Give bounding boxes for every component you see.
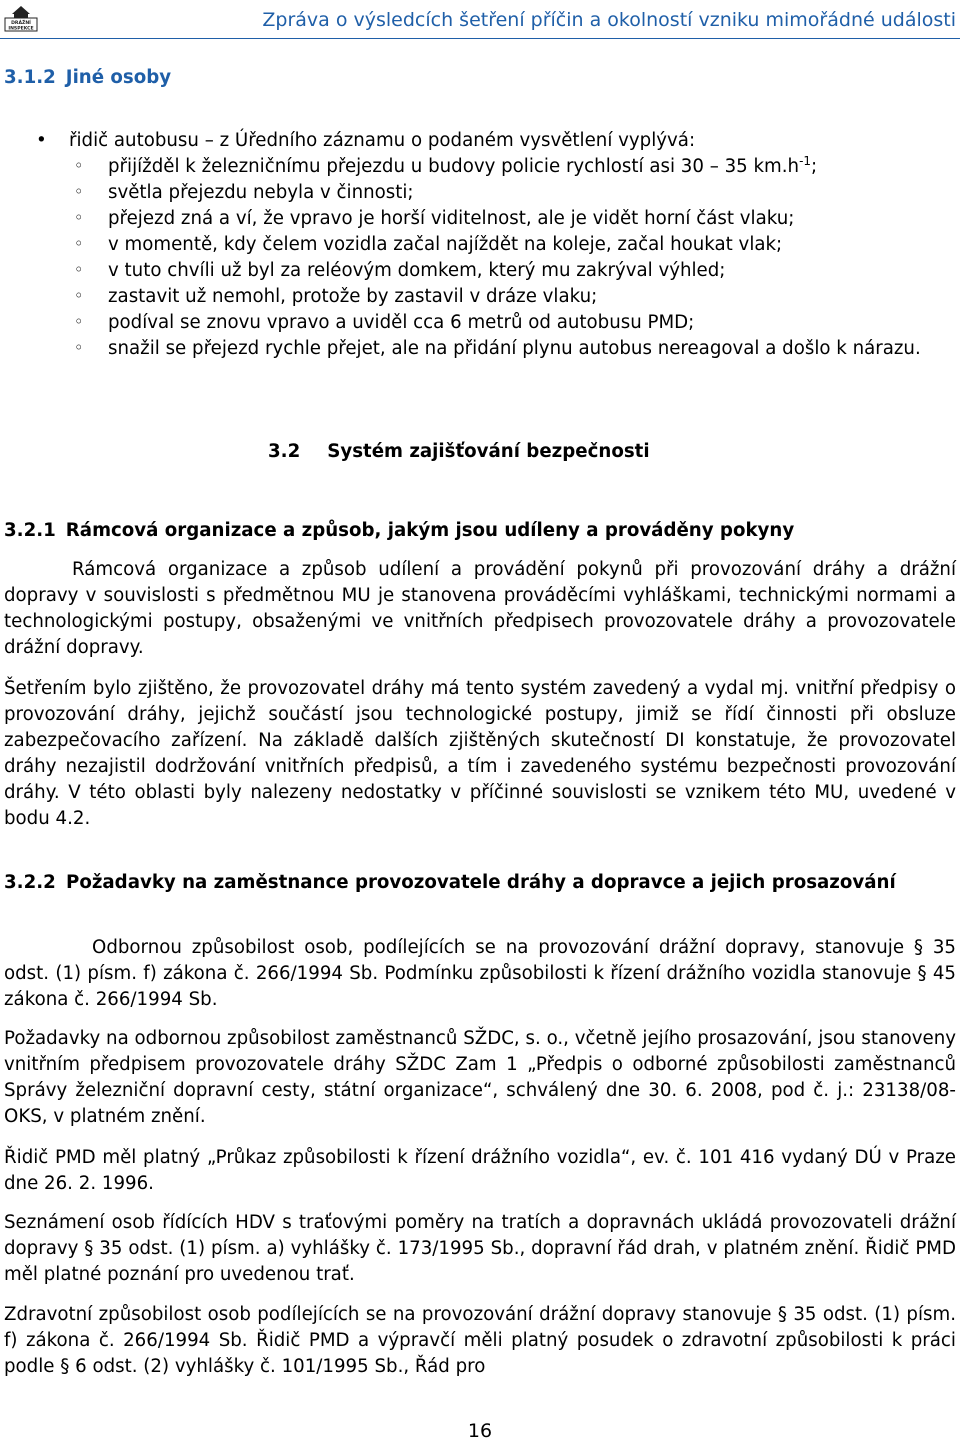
list-subitem: ◦ v tuto chvíli už byl za reléovým domkem, který mu zakrýval výhled; [0, 258, 960, 284]
list-subitem: ◦ v momentě, kdy čelem vozidla začal najíždět na koleje, začal houkat vlak; [0, 232, 960, 258]
list-subitem: ◦ zastavit už nemohl, protože by zastavil v dráze vlaku; [0, 284, 960, 310]
section-number: 3.2 [268, 441, 301, 462]
section-heading-3-1-2 [4, 65, 171, 91]
section-number: 3.1.2 [4, 67, 56, 88]
paragraph: Zdravotní způsobilost osob podílejících se na provozování drážní dopravy stanovuje § 35 odst. (1) písm. f) zákona č. 266/1994 Sb. Řidič PMD a výpravčí měli platný posudek o zdravotní způsobilosti k práci podle § 6 odst. (2) vyhlášky č. 101/1995 Sb., Řád pro [4, 1304, 956, 1377]
circle-bullet-icon: ◦ [74, 182, 84, 201]
report-header-title: Zpráva o výsledcích šetření příčin a okolností vzniku mimořádné události [262, 9, 956, 31]
list-subitem: ◦ podíval se znovu vpravo a uviděl cca 6 metrů od autobusu PMD; [0, 310, 960, 336]
page-number: 16 [467, 1420, 493, 1442]
section-heading-3-2-2 [4, 870, 956, 896]
paragraph: Rámcová organizace a způsob udílení a provádění pokynů při provozování dráhy a drážní dopravy v souvislosti s předmětnou MU je stanovena prováděcími vyhláškami, technickými normami a technologickými postupy, obsaženými ve vnitřních předpisech provozovatele dráhy a provozovatele drážní dopravy. [4, 559, 956, 658]
drazni-inspekce-logo [4, 4, 38, 32]
driver-statement-list [0, 128, 960, 362]
section-number: 3.2.1 [4, 520, 56, 541]
bullet-icon: • [36, 130, 47, 151]
list-subitem: ◦ přejezd zná a ví, že vpravo je horší viditelnost, ale je vidět horní část vlaku; [0, 206, 960, 232]
circle-bullet-icon: ◦ [74, 286, 84, 305]
section-title: Systém zajišťování bezpečnosti [327, 441, 650, 462]
section-title: Požadavky na zaměstnance provozovatele dráhy a dopravce a jejich prosazování [66, 872, 896, 893]
header-divider [0, 38, 960, 39]
section-title: Rámcová organizace a způsob, jakým jsou udíleny a prováděny pokyny [65, 520, 795, 541]
section-number: 3.2.2 [4, 872, 56, 893]
circle-bullet-icon: ◦ [74, 156, 84, 175]
paragraph: Šetřením bylo zjištěno, že provozovatel dráhy má tento systém zavedený a vydal mj. vnitřní předpisy o provozování dráhy, jejichž součástí jsou technologické postupy, jimiž se řídí činnosti při obsluze zabezpečovacího zařízení. Na základě dalších zjištěných skutečností DI konstatuje, že provozovatel dráhy nezajistil dodržování vnitřních předpisů, a tím i zavedeného systému bezpečnosti provozování dráhy. V této oblasti byly nalezeny nedostatky v příčinné souvislosti se vznikem této MU, uvedené v bodu 4.2. [4, 678, 956, 829]
list-item: • řidič autobusu – z Úředního záznamu o podaném vysvětlení vyplývá: [0, 128, 960, 154]
paragraph: Řidič PMD měl platný „Průkaz způsobilosti k řízení drážního vozidla“, ev. č. 101 416 vydaný DÚ v Praze dne 26. 2. 1996. [4, 1147, 956, 1194]
circle-bullet-icon: ◦ [74, 260, 84, 279]
circle-bullet-icon: ◦ [74, 234, 84, 253]
list-subitem: ◦ snažil se přejezd rychle přejet, ale na přidání plynu autobus nereagoval a došlo k nárazu. [0, 336, 954, 362]
svg-text:DRÁŽNÍ: DRÁŽNÍ [11, 21, 31, 26]
list-subitem: ◦ přijížděl k železničnímu přejezdu u budovy policie rychlostí asi 30 – 35 $km.h^{-1}$; [74, 153, 818, 177]
paragraph: Požadavky na odbornou způsobilost zaměstnanců SŽDC, s. o., včetně jejího prosazování, jsou stanoveny vnitřním předpisem provozovatele dráhy SŽDC Zam 1 „Předpis o odborné způsobilosti zaměstnanců Správy železniční dopravní cesty, státní organizace“, schválený dne 30. 6. 2008, pod č. j.: 23138/08-OKS, v platném znění. [4, 1028, 956, 1127]
section-title: Jiné osoby [65, 67, 172, 88]
list-subitem: ◦ světla přejezdu nebyla v činnosti; [0, 180, 960, 206]
circle-bullet-icon: ◦ [74, 208, 84, 227]
section-heading-3-2 [268, 439, 650, 465]
paragraph: Seznámení osob řídících HDV s traťovými poměry na tratích a dopravnách ukládá provozovateli drážní dopravy § 35 odst. (1) písm. a) vyhlášky č. 173/1995 Sb., dopravní řád drah, v platném znění. Řidič PMD měl platné poznání pro uvedenou trať. [4, 1212, 956, 1285]
paragraph: Odbornou způsobilost osob, podílejících se na provozování drážní dopravy, stanovuje § 35 odst. (1) písm. f) zákona č. 266/1994 Sb. Podmínku způsobilosti k řízení drážního vozidla stanovuje § 45 zákona č. 266/1994 Sb. [4, 937, 956, 1010]
section-heading-3-2-1 [4, 518, 794, 544]
circle-bullet-icon: ◦ [74, 338, 84, 357]
circle-bullet-icon: ◦ [74, 312, 84, 331]
svg-text:INSPEKCE: INSPEKCE [8, 26, 34, 32]
